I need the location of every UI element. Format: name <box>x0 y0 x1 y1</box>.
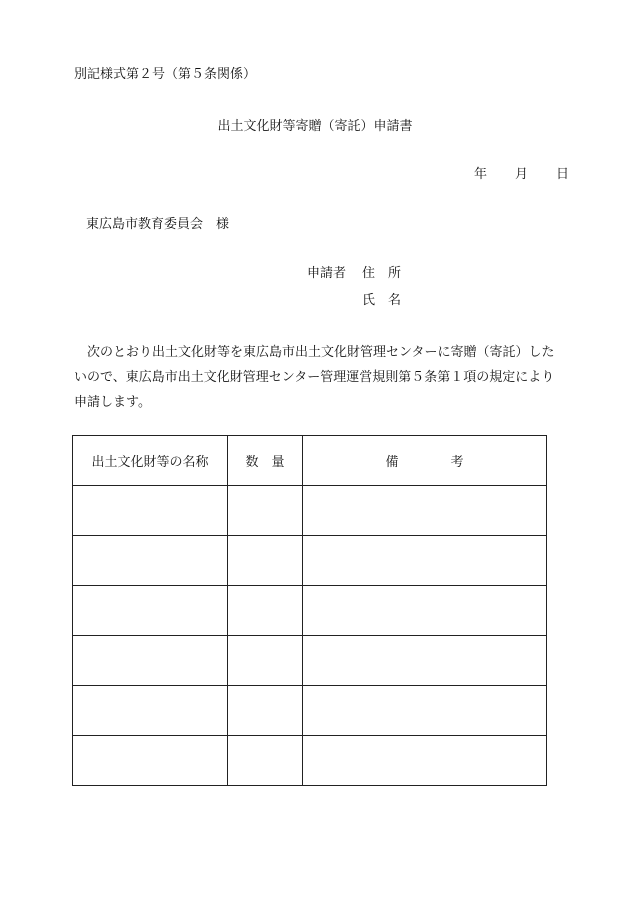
applicant-label: 申請者 <box>307 266 347 281</box>
items-table <box>72 435 547 786</box>
cell-remarks[interactable] <box>303 536 547 586</box>
date-year: 年 <box>474 167 488 182</box>
cell-item-name[interactable] <box>73 636 228 686</box>
cell-item-name[interactable] <box>73 486 228 536</box>
form-number: 別記様式第２号（第５条関係） <box>74 67 257 82</box>
table-row <box>73 736 547 786</box>
cell-item-name[interactable] <box>73 736 228 786</box>
cell-quantity[interactable] <box>228 536 303 586</box>
date-line <box>474 166 569 184</box>
date-month: 月 <box>515 167 529 182</box>
cell-remarks[interactable] <box>303 486 547 536</box>
cell-quantity[interactable] <box>228 636 303 686</box>
cell-remarks[interactable] <box>303 586 547 636</box>
applicant-name-label: 氏 名 <box>362 293 402 308</box>
cell-item-name[interactable] <box>73 536 228 586</box>
body-line: いので、東広島市出土文化財管理センター管理運営規則第５条第１項の規定により <box>74 370 555 385</box>
header-item-name: 出土文化財等の名称 <box>73 436 228 486</box>
cell-remarks[interactable] <box>303 686 547 736</box>
cell-quantity[interactable] <box>228 686 303 736</box>
body-line: 申請します。 <box>74 395 151 410</box>
body-text <box>74 340 586 415</box>
table-row <box>73 686 547 736</box>
table-header-row <box>73 436 547 486</box>
document-title: 出土文化財等寄贈（寄託）申請書 <box>217 119 413 134</box>
cell-remarks[interactable] <box>303 736 547 786</box>
cell-remarks[interactable] <box>303 636 547 686</box>
cell-quantity[interactable] <box>228 486 303 536</box>
table-row <box>73 636 547 686</box>
addressee: 東広島市教育委員会 様 <box>86 217 230 232</box>
table-row <box>73 536 547 586</box>
date-day: 日 <box>556 167 570 182</box>
body-line: 次のとおり出土文化財等を東広島市出土文化財管理センターに寄贈（寄託）した <box>87 345 555 360</box>
applicant-address-label: 住 所 <box>362 266 402 281</box>
cell-quantity[interactable] <box>228 586 303 636</box>
header-remarks: 備 考 <box>303 436 547 486</box>
table-row <box>73 486 547 536</box>
cell-quantity[interactable] <box>228 736 303 786</box>
table-row <box>73 586 547 636</box>
cell-item-name[interactable] <box>73 686 228 736</box>
cell-item-name[interactable] <box>73 586 228 636</box>
header-quantity: 数 量 <box>228 436 303 486</box>
